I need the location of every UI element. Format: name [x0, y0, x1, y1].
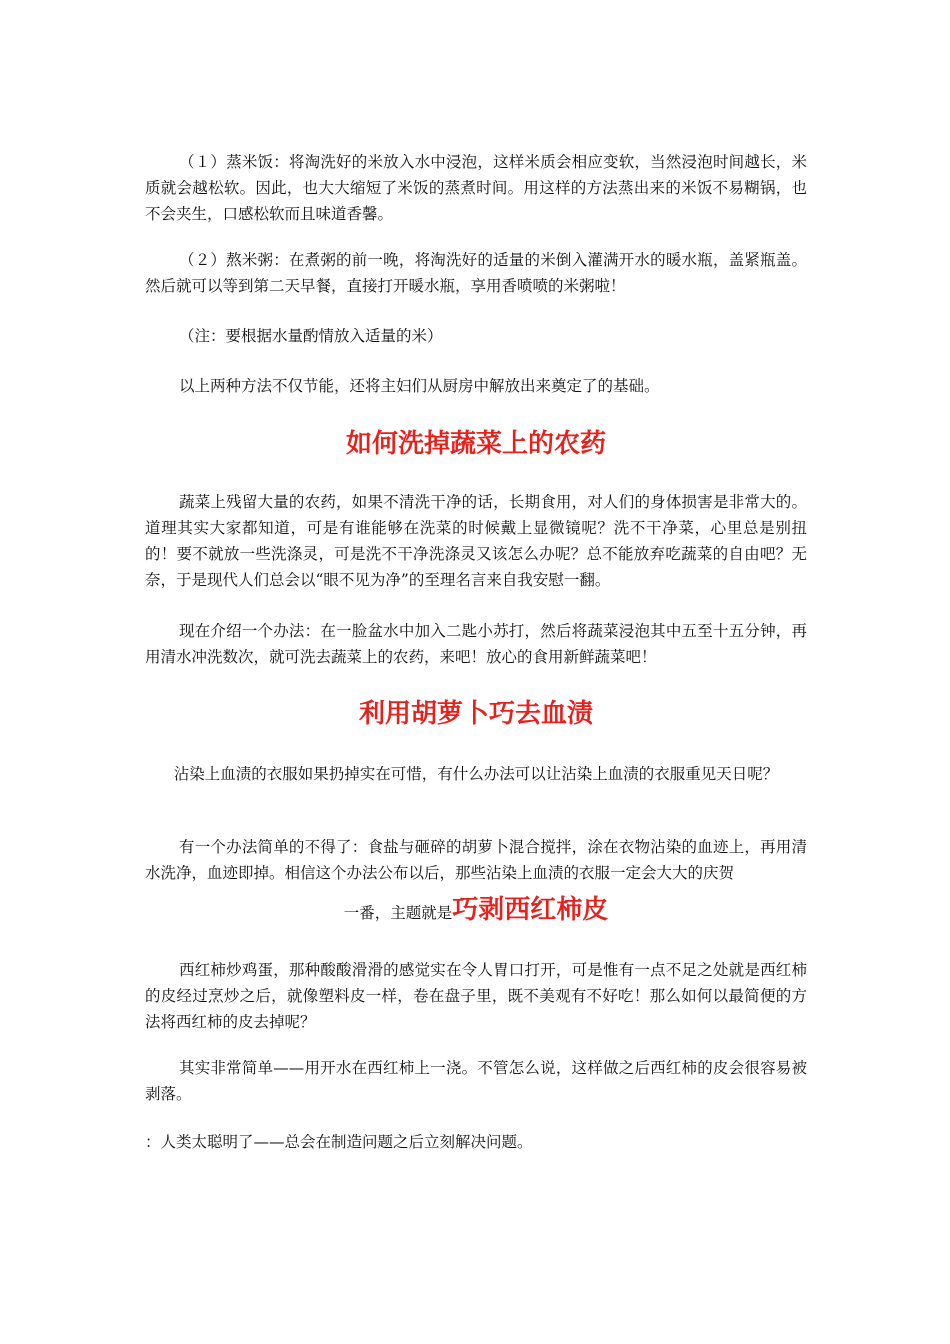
- paragraph-note: （注：要根据水量酌情放入适量的米）: [179, 327, 443, 345]
- heading-line-peel-tomato: [145, 893, 807, 930]
- paragraph-pesticide-problem: 蔬菜上残留大量的农药，如果不清洗干净的话，长期食用，对人们的身体损害是非常大的。道理其实大家都知道，可是有谁能够在洗菜的时候戴上显微镜呢？洗不干净菜，心里总是别扭的！要不就放一些洗涤灵，可是洗不干净洗涤灵又该怎么办呢？总不能放弃吃蔬菜的自由吧？无奈，于是现代人们总会以“眼不见为净”的至理名言来自我安慰一翻。: [145, 493, 807, 589]
- paragraph-tomato-problem: 西红柿炒鸡蛋，那种酸酸滑滑的感觉实在令人胃口打开，可是惟有一点不足之处就是西红柿的皮经过烹炒之后，就像塑料皮一样，卷在盘子里，既不美观有不好吃！那么如何以最简便的方法将西红柿的皮去掉呢？: [145, 961, 807, 1031]
- heading-peel-tomato: 巧剥西红柿皮: [452, 895, 609, 925]
- paragraph-summary: 以上两种方法不仅节能，还将主妇们从厨房中解放出来奠定了的基础。: [179, 377, 660, 395]
- paragraph-baking-soda-method: 现在介绍一个办法：在一脸盆水中加入二匙小苏打，然后将蔬菜浸泡其中五至十五分钟，再用清水冲洗数次，就可洗去蔬菜上的农药，来吧！放心的食用新鲜蔬菜吧！: [145, 622, 807, 666]
- paragraph-boiling-water-method: 其实非常简单——用开水在西红柿上一浇。不管怎么说，这样做之后西红柿的皮会很容易被剥落。: [145, 1059, 807, 1103]
- paragraph-carrot-method-tail: 一番，主题就是: [343, 904, 453, 922]
- paragraph-bloodstain-question: 沾染上血渍的衣服如果扔掉实在可惜，有什么办法可以让沾染上血渍的衣服重见天日呢？: [173, 765, 779, 783]
- paragraph-carrot-method: 有一个办法简单的不得了：食盐与砸碎的胡萝卜混合搅拌，涂在衣物沾染的血迹上，再用清水洗净，血迹即掉。相信这个办法公布以后，那些沾染上血渍的衣服一定会大大的庆贺: [145, 838, 807, 882]
- paragraph-rice-porridge: （２）熬米粥：在煮粥的前一晚，将淘洗好的适量的米倒入灌满开水的暖水瓶，盖紧瓶盖。然后就可以等到第二天早餐，直接打开暖水瓶，享用香喷喷的米粥啦！: [145, 251, 807, 295]
- heading-carrot-bloodstain: 利用胡萝卜巧去血渍: [358, 699, 593, 729]
- paragraph-closing: ：人类太聪明了——总会在制造问题之后立刻解决问题。: [145, 1133, 533, 1151]
- paragraph-steamed-rice: （１）蒸米饭：将淘洗好的米放入水中浸泡，这样米质会相应变软，当然浸泡时间越长，米质就会越松软。因此，也大大缩短了米饭的蒸煮时间。用这样的方法蒸出来的米饭不易糊锅，也不会夹生，口感松软而且味道香馨。: [145, 153, 807, 223]
- heading-wash-vegetables: 如何洗掉蔬菜上的农药: [345, 429, 606, 459]
